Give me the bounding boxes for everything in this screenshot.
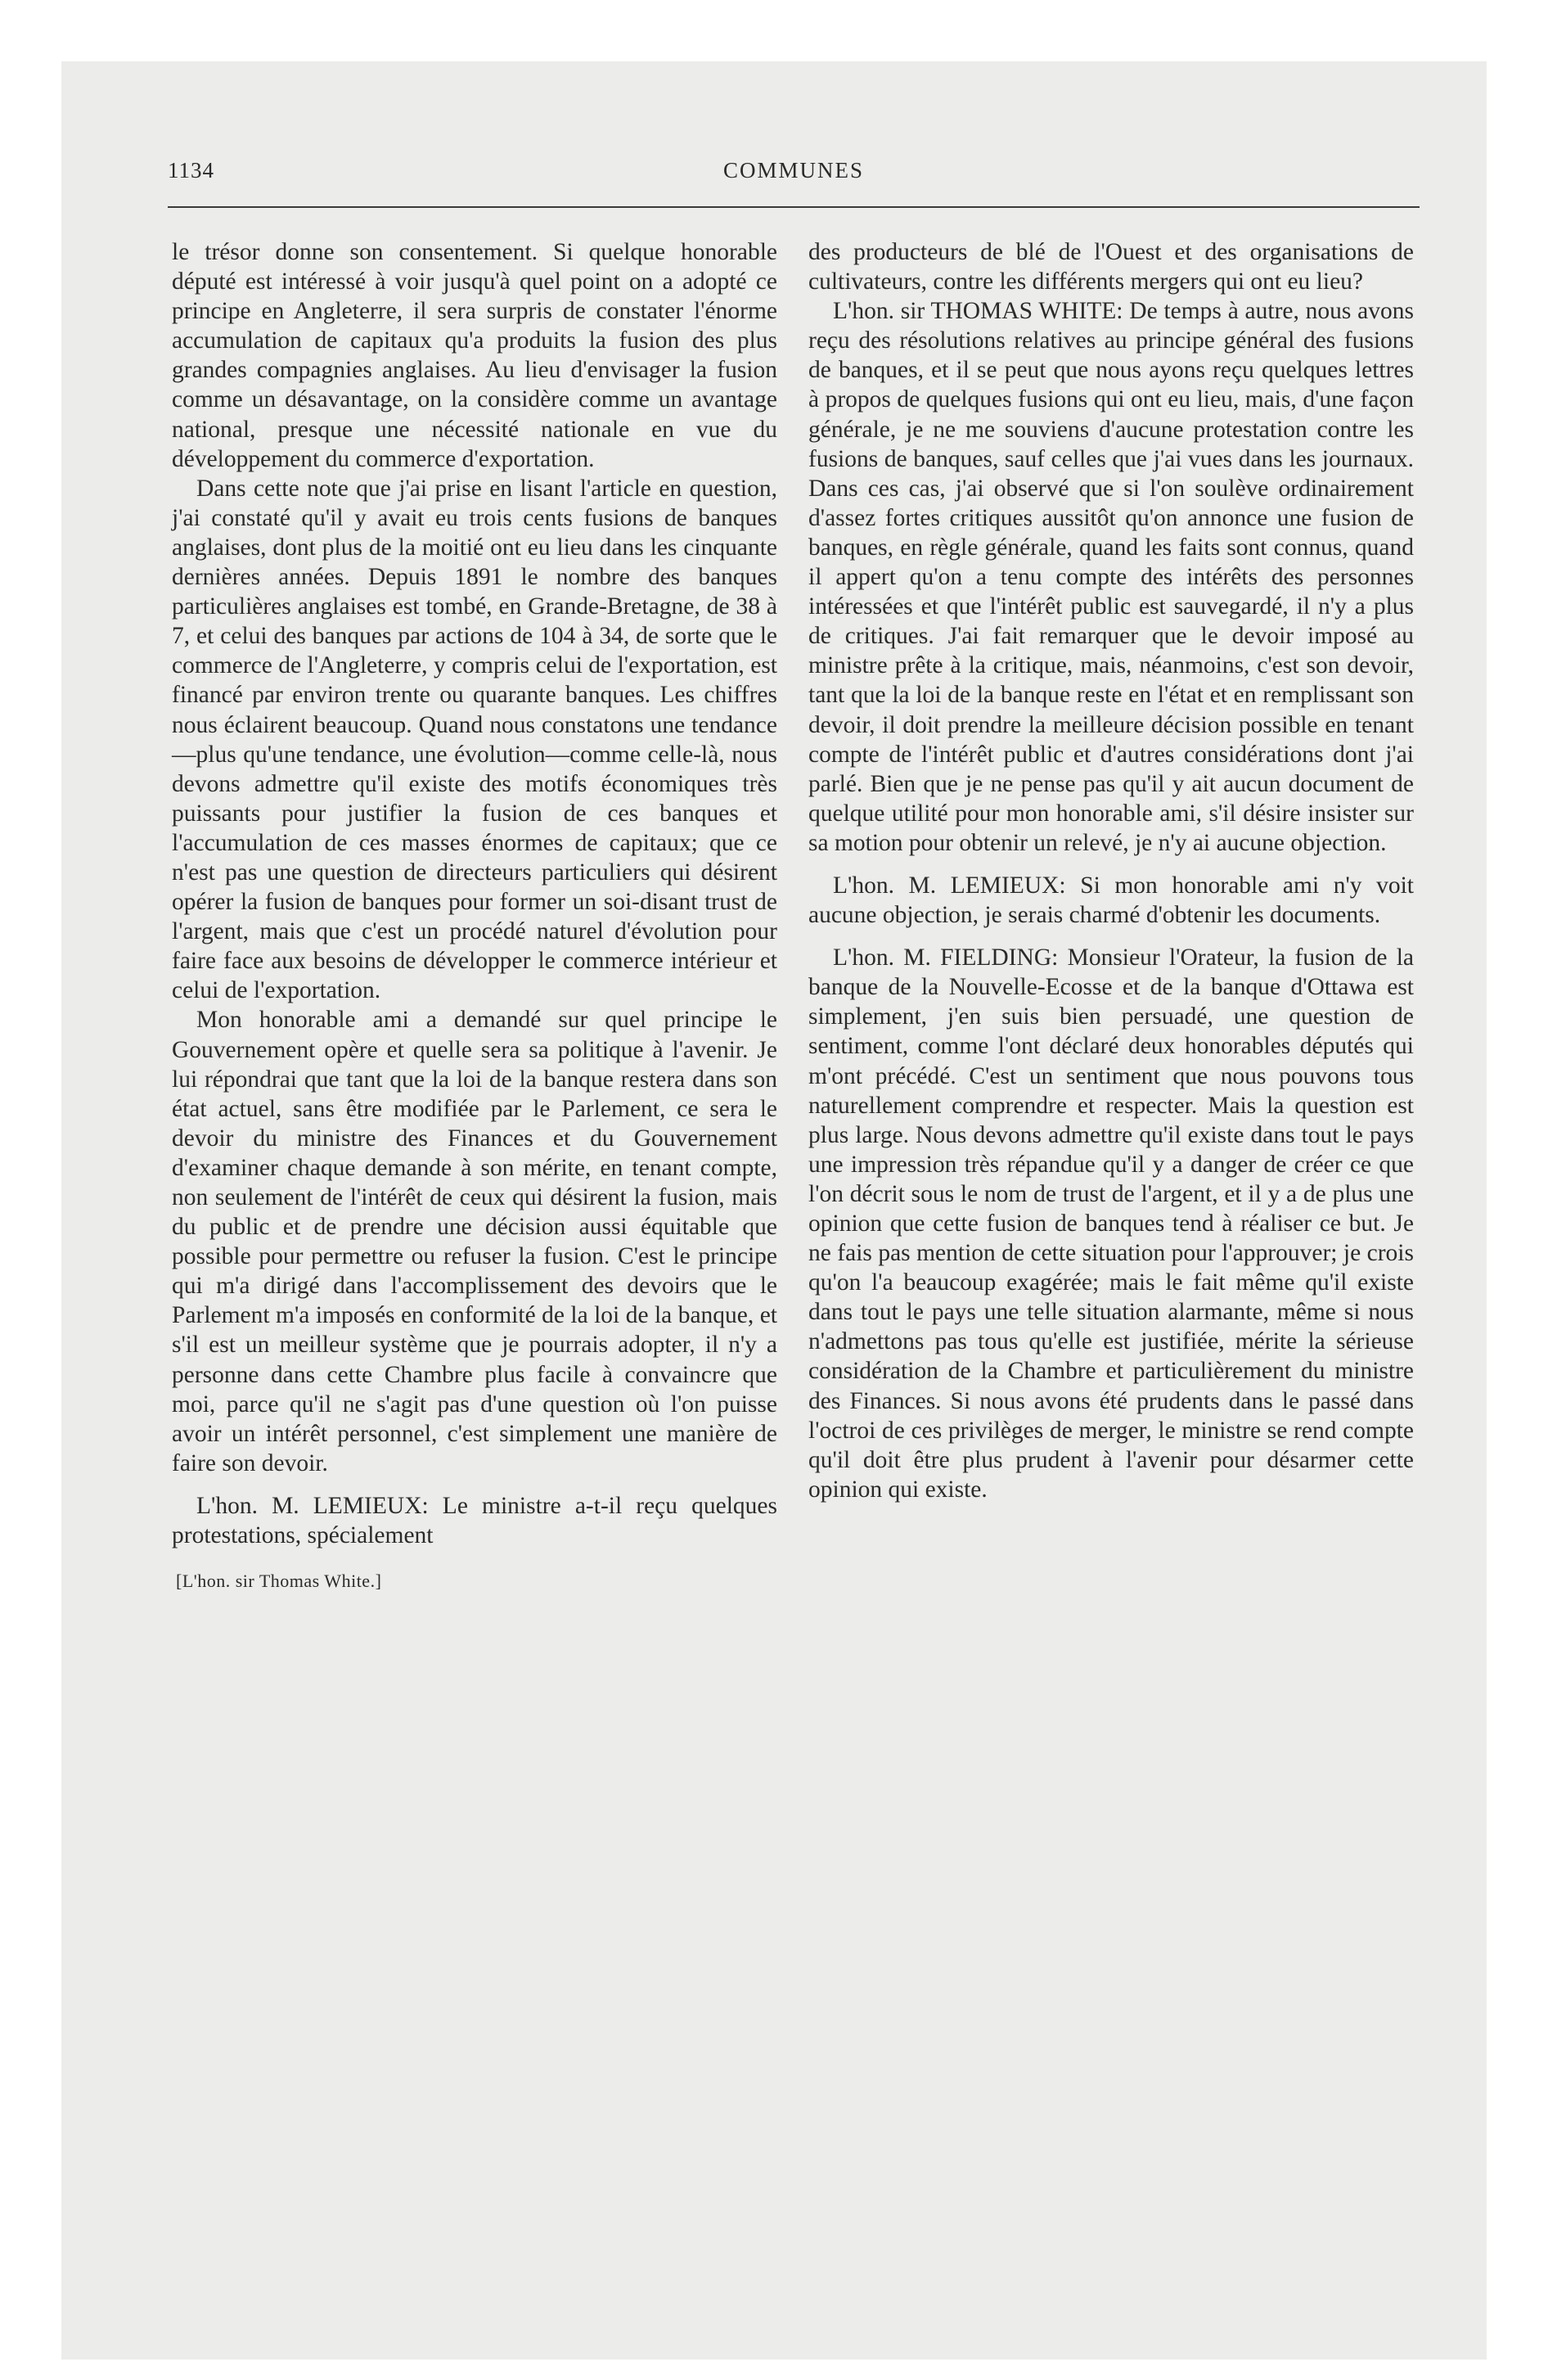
running-header (168, 158, 1420, 191)
page-number: 1134 (168, 158, 214, 183)
paragraph: L'hon. M. FIELDING: Monsieur l'Orateur, la fusion de la banque de la Nouvelle-Ecosse et de la banque d'Ottawa est simplement, j'en suis bien persuadé, une question de sentiment, comme l'ont déclaré deux honorables députés qui m'ont précédé. C'est un sentiment que nous pouvons tous naturellement comprendre et respecter. Mais la question est plus large. Nous devons admettre qu'il existe dans tout le pays une impression très répandue qu'il y a danger de créer ce que l'on décrit sous le nom de trust de l'argent, et il y a de plus une opinion que cette fusion de banques tend à réaliser ce but. Je ne fais pas mention de cette situation pour l'approuver; je crois qu'on l'a beaucoup exagérée; mais le fait même qu'il existe dans tout le pays une telle situation alarmante, même si nous n'admettons pas tous qu'elle est justifiée, mérite la sérieuse considération de la Chambre et particulièrement du ministre des Finances. Si nous avons été prudents dans le passé dans l'octroi de ces privilèges de merger, le ministre se rend compte qu'il doit être plus prudent à l'avenir pour désarmer cette opinion qui existe. (808, 944, 1414, 1503)
paragraph: L'hon. M. LEMIEUX: Le ministre a-t-il reçu quelques protestations, spécialement (172, 1492, 777, 1549)
paragraph: Mon honorable ami a demandé sur quel principe le Gouvernement opère et quelle sera sa politique à l'avenir. Je lui répondrai que tant que la loi de la banque restera dans son état actuel, sans être modifiée par le Parlement, ce sera le devoir du ministre des Finances et du Gouvernement d'examiner chaque demande à son mérite, en tenant compte, non seulement de l'intérêt de ceux qui désirent la fusion, mais du public et de prendre une décision aussi équitable que possible pour permettre ou refuser la fusion. C'est le principe qui m'a dirigé dans l'accomplissement des devoirs que le Parlement m'a imposés en conformité de la loi de la banque, et s'il est un meilleur système que je pourrais adopter, il n'y a personne dans cette Chambre plus facile à convaincre que moi, parce qu'il ne s'agit pas d'une question où l'on puisse avoir un intérêt personnel, c'est simplement une manière de faire son devoir. (172, 1007, 777, 1476)
left-column (172, 237, 777, 1593)
paragraph: L'hon. sir THOMAS WHITE: De temps à autre, nous avons reçu des résolutions relatives au principe général des fusions de banques, et il se peut que nous ayons reçu quelques lettres à propos de quelques fusions qui ont eu lieu, mais, d'une façon générale, je ne me souviens d'aucune protestation contre les fusions de banques, sauf celles que j'ai vues dans les journaux. Dans ces cas, j'ai observé que si l'on soulève ordinairement d'assez fortes critiques aussitôt qu'on annonce une fusion de banques, en règle générale, quand les faits sont connus, quand il appert qu'on a tenu compte des intérêts des personnes intéressées et que l'intérêt public est sauvegardé, il n'y a plus de critiques. J'ai fait remarquer que le devoir imposé au ministre prête à la critique, mais, néanmoins, c'est son devoir, tant que la loi de la banque reste en l'état et en remplissant son devoir, il doit prendre la meilleure décision possible en tenant compte de l'intérêt public et d'autres considérations dont j'ai parlé. Bien que je ne pense pas qu'il y ait aucun document de quelque utilité pour mon honorable ami, s'il désire insister sur sa motion pour obtenir un relevé, je n'y ai aucune objection. (808, 298, 1414, 856)
running-title: COMMUNES (722, 158, 865, 183)
speaker-footnote: [L'hon. sir Thomas White.] (176, 1571, 382, 1592)
right-column (808, 237, 1414, 1504)
header-rule (168, 206, 1420, 208)
paragraph: des producteurs de blé de l'Ouest et des organisations de cultivateurs, contre les différents mergers qui ont eu lieu? (808, 239, 1414, 295)
paragraph: L'hon. M. LEMIEUX: Si mon honorable ami n'y voit aucune objection, je serais charmé d'obtenir les documents. (808, 872, 1414, 929)
paragraph: Dans cette note que j'ai prise en lisant l'article en question, j'ai constaté qu'il y avait eu trois cents fusions de banques anglaises, dont plus de la moitié ont eu lieu dans les cinquante dernières années. Depuis 1891 le nombre des banques particulières anglaises est tombé, en Grande-Bretagne, de 38 à 7, et celui des banques par actions de 104 à 34, de sorte que le commerce de l'Angleterre, y compris celui de l'exportation, est financé par environ trente ou quarante banques. Les chiffres nous éclairent beaucoup. Quand nous constatons une tendance—plus qu'une tendance, une évolution—comme celle-là, nous devons admettre qu'il existe des motifs économiques très puissants pour justifier la fusion de ces banques et l'accumulation de ces masses énormes de capitaux; que ce n'est pas une question de directeurs particuliers qui désirent opérer la fusion de banques pour former un soi-disant trust de l'argent, mais que c'est un procédé naturel d'évolution pour faire face aux besoins de développer le commerce intérieur et celui de l'exportation. (172, 475, 777, 1004)
document-page (147, 0, 1432, 2380)
paragraph: le trésor donne son consentement. Si quelque honorable député est intéressé à voir jusqu'à quel point on a adopté ce principe en Angleterre, il sera surpris de constater l'énorme accumulation de capitaux qu'a produits la fusion des plus grandes compagnies anglaises. Au lieu d'envisager la fusion comme un désavantage, on la considère comme un avantage national, presque une nécessité nationale en vue du développement du commerce d'exportation. (172, 239, 777, 472)
